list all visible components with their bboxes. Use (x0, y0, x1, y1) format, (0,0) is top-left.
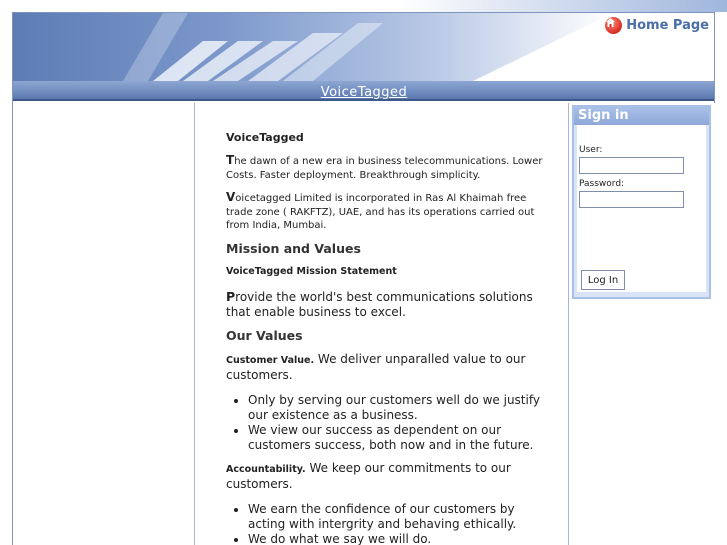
mission-statement-heading: VoiceTagged Mission Statement (226, 265, 397, 277)
list-item: • We earn the confidence of our customers by acting with intergrity and behaving ethically. (248, 502, 546, 532)
home-page-label: Home Page (626, 18, 709, 33)
user-input[interactable] (579, 157, 684, 174)
signin-form (577, 125, 706, 292)
login-button[interactable]: Log In (581, 270, 625, 290)
user-label: User: (579, 145, 603, 155)
accountability-list (248, 502, 546, 545)
list-item: • Only by serving our customers well do we justify our existence as a business. (248, 393, 546, 423)
content-site-heading: VoiceTagged (226, 131, 304, 144)
accountability-paragraph: Accountability. We keep our commitments to our customers. (226, 460, 511, 491)
password-input[interactable] (579, 191, 684, 208)
intro-paragraph: The dawn of a new era in business telecommunications. Lower Costs. Faster deployment. Breakthrough simplicity. (226, 153, 543, 181)
mission-heading: Mission and Values (226, 240, 361, 256)
list-item: • We do what we say we will do. (248, 532, 546, 545)
main-content (226, 131, 546, 545)
about-paragraph: Voicetagged Limited is incorporated in Ras Al Khaimah free trade zone ( RAKFTZ), UAE, and has its operations carried out from India, Mumbai. (226, 190, 535, 231)
list-item: • We view our success as dependent on our customers success, both now and in the future. (248, 423, 546, 453)
signin-panel (572, 105, 711, 299)
customer-value-list (248, 393, 546, 453)
mission-paragraph: Provide the world's best communications solutions that enable business to excel. (226, 288, 533, 319)
top-gradient-strip (0, 0, 727, 12)
values-heading: Our Values (226, 327, 303, 343)
customer-value-paragraph: Customer Value. We deliver unparalled value to our customers. (226, 351, 526, 382)
password-label: Password: (579, 179, 625, 189)
left-sidebar (13, 103, 195, 545)
signin-title: Sign in (574, 107, 709, 125)
site-title-link[interactable]: VoiceTagged (320, 85, 408, 100)
